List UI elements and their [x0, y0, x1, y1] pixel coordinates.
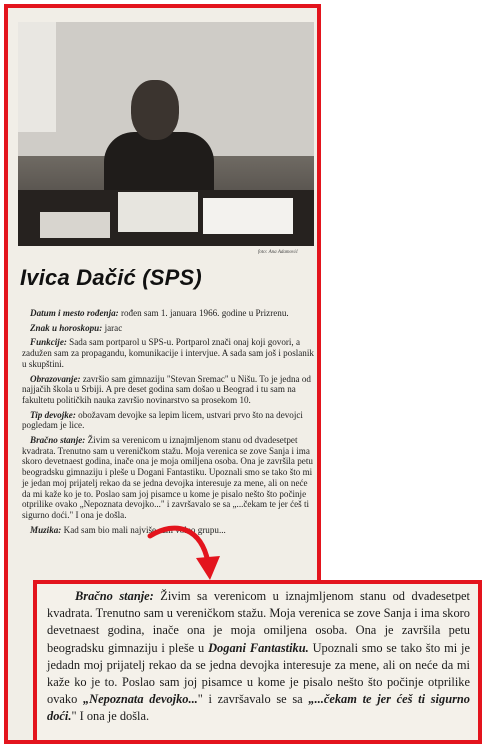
section-zodiac: Znak u horoskopu: jarac — [30, 322, 123, 333]
section-music: Muzika: Kad sam bio mali najviše sam voleo grupu... — [30, 524, 226, 535]
section-education: Obrazovanje: završio sam gimnaziju "Stevan Sremac" u Nišu. To je jedna od najjačih škola u Srbiji. A pre deset godina sam došao u Beograd i tu sam na fakultetu političkih nauka završio novinarstvo sa prosekom 10. — [22, 373, 311, 405]
section-birth: Datum i mesto rođenja: rođen sam 1. januara 1966. godine u Prizrenu. — [30, 308, 289, 318]
callout-text: Bračno stanje: Živim sa verenicom u iznajmljenom stanu od dvadesetpet kvadrata. Trenutno sam u vereničkom stažu. Moja verenica se zove Sanja i ima skoro devetnaest godina, inače ona je moja omiljena osoba. Ona je završila petu beogradsku gimnaziju i pleše u Dogani Fantastiku. Upoznali smo se tako što mi je jedadn moj prijatelj rekao da se jedna devojka interesuje za mene, ali on neće da mi kaže ko je to. Poslao sam joj pisamce u kome je pisalo nešto što počinje otprilike ovako „Nepoznata devojko..." i završavalo se sa „...čekam te jer ćeš ti sigurno doći." I ona je došla. — [47, 589, 470, 724]
article-title: Ivica Dačić (SPS) — [20, 265, 202, 290]
section-marital: Bračno stanje: Živim sa verenicom u iznajmljenom stanu od dvadesetpet kvadrata. Trenutno sam u vereničkom stažu. Moja verenica se zove Sanja i ima skoro devetnaest godina, inače ona je moja omiljena osoba. Ona je završila petu beogradsku gimnaziju i pleše u Dogani Fantastiku. Upoznali smo se tako što mi je jedan moj prijatelj rekao da se jedna devojka interesuje za mene, ali on neće da mi kaže ko je to. Poslao sam joj pisamce u kome je pisalo nešto što počinje otprilike ovako „Nepoznata devojko..." i završavalo se sa „...čekam te jer ćeš ti sigurno doći." I ona je došla. — [22, 435, 313, 520]
section-girl-type: Tip devojke: obožavam devojke sa lepim licem, ustvari prvo što na devojci pogledam je lice. — [22, 409, 303, 431]
article-body — [22, 308, 315, 539]
portrait-photo — [18, 22, 314, 246]
zoomed-callout — [33, 580, 482, 744]
photo-credit: foto: Ana Adamović — [258, 250, 298, 255]
callout-arrow-icon — [146, 518, 226, 588]
section-functions: Funkcije: Sada sam portparol u SPS-u. Portparol znači onaj koji govori, a zadužen sam za propagandu, komunikacije i intervjue. A sada sam još i poslanik u skupštini. — [22, 337, 314, 369]
